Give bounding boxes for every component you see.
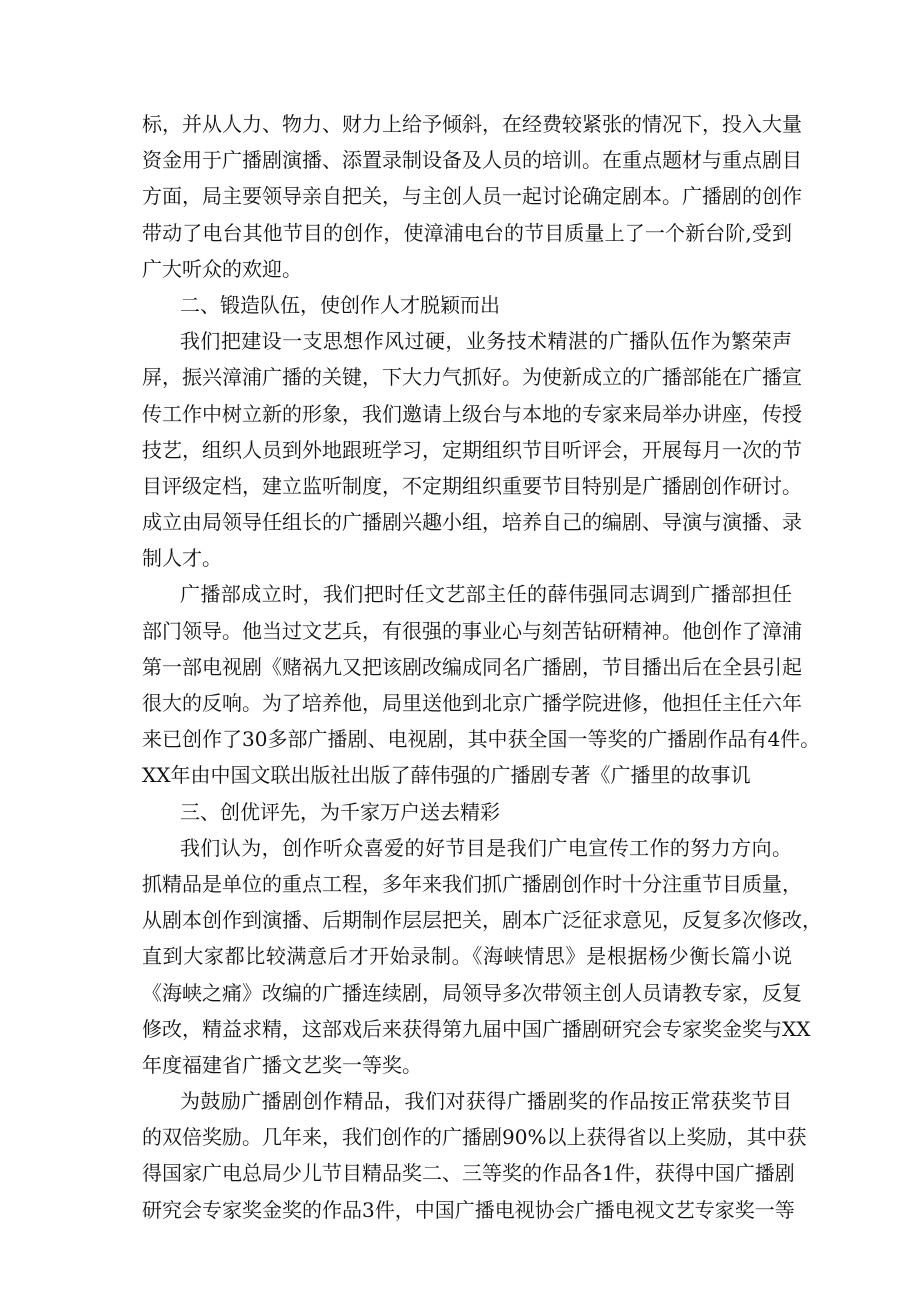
text-line: 成立由局领导任组长的广播剧兴趣小组，培养自己的编剧、导演与演播、录 (142, 510, 802, 535)
text-line: XX年由中国文联出版社出版了薛伟强的广播剧专著《广播里的故事讥 (142, 763, 751, 788)
text-line: 资金用于广播剧演播、添置录制设备及人员的培训。在重点题材与重点剧目 (142, 148, 802, 173)
text-line: 部门领导。他当过文艺兵，有很强的事业心与刻苦钻研精神。他创作了漳浦 (142, 618, 802, 643)
text-line: 方面，局主要领导亲自把关，与主创人员一起讨论确定剧本。广播剧的创作 (142, 184, 802, 209)
text-line: 第一部电视剧《赌祸九又把该剧改编成同名广播剧，节目播出后在全县引起 (142, 654, 802, 679)
text-line: 我们把建设一支思想作风过硬，业务技术精湛的广播队伍作为繁荣声 (180, 329, 792, 354)
text-line: 来已创作了30多部广播剧、电视剧，其中获全国一等奖的广播剧作品有4件。 (142, 727, 821, 752)
text-line: 直到大家都比较满意后才开始录制。《海峡情思》是根据杨少衡长篇小说 (142, 944, 792, 969)
text-line: 带动了电台其他节目的创作，使漳浦电台的节目质量上了一个新台阶,受到 (142, 220, 792, 245)
text-line: 我们认为，创作听众喜爱的好节目是我们广电宣传工作的努力方向。 (180, 835, 792, 860)
text-line: 二、锻造队伍，使创作人才脱颖而出 (180, 292, 500, 317)
text-line: 很大的反响。为了培养他，局里送他到北京广播学院进修，他担任主任六年 (142, 691, 802, 715)
text-line: 的双倍奖励。几年来，我们创作的广播剧90%以上获得省以上奖励，其中获 (142, 1125, 807, 1150)
text-line: 屏，振兴漳浦广播的关键，下大力气抓好。为使新成立的广播部能在广播宣 (142, 365, 802, 390)
text-line: 年度福建省广播文艺奖一等奖。 (142, 1052, 422, 1077)
text-line: 传工作中树立新的形象，我们邀请上级台与本地的专家来局举办讲座，传授 (142, 401, 802, 426)
text-line: 三、创优评先，为千家万户送去精彩 (180, 799, 500, 824)
text-line: 从剧本创作到演播、后期制作层层把关，剧本广泛征求意见，反复多次修改， (142, 908, 822, 933)
text-line: 得国家广电总局少儿节目精品奖二、三等奖的作品各1件，获得中国广播剧 (142, 1161, 795, 1186)
text-line: 目评级定档，建立监听制度，不定期组织重要节目特别是广播剧创作研讨。 (142, 473, 802, 498)
text-line: 为鼓励广播剧创作精品，我们对获得广播剧奖的作品按正常获奖节目 (180, 1089, 792, 1114)
text-line: 研究会专家奖金奖的作品3件，中国广播电视协会广播电视文艺专家奖一等 (142, 1197, 795, 1222)
text-line: 广播部成立时，我们把时任文艺部主任的薛伟强同志调到广播部担任 (180, 582, 792, 607)
text-line: 修改，精益求精，这部戏后来获得第九届中国广播剧研究会专家奖金奖与XX (142, 1016, 811, 1041)
text-line: 广大听众的欢迎。 (142, 256, 302, 281)
text-line: 技艺，组织人员到外地跟班学习，定期组织节目听评会，开展每月一次的节 (142, 437, 802, 462)
text-line: 制人才。 (142, 546, 222, 571)
text-line: 标，并从人力、物力、财力上给予倾斜，在经费较紧张的情况下，投入大量 (142, 112, 802, 136)
text-line: 抓精品是单位的重点工程，多年来我们抓广播剧创作时十分注重节目质量， (142, 871, 802, 896)
document-page (142, 106, 822, 1228)
text-line: 《海峡之痛》改编的广播连续剧，局领导多次带领主创人员请教专家，反复 (142, 980, 802, 1005)
